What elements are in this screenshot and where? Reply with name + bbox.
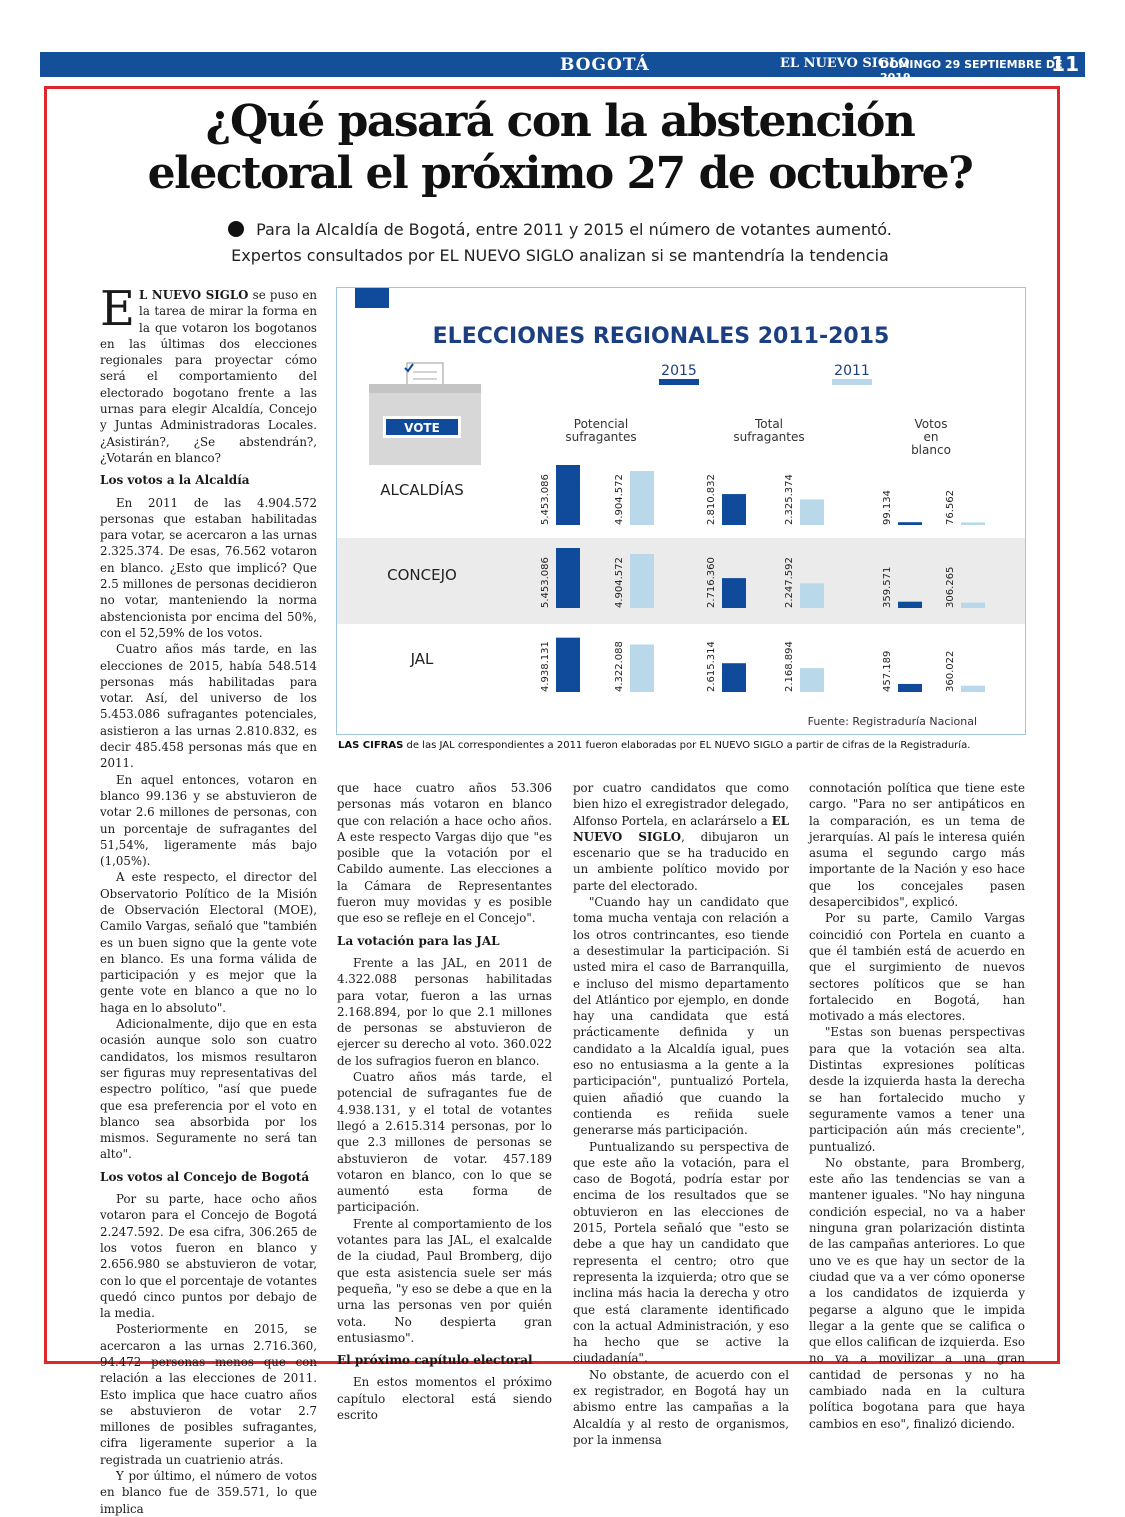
paragraph-text: , dibujaron un escenario que se ha traducido en un ambiente político movido por parte del electorado. — [573, 829, 790, 893]
chart-caption — [338, 740, 1038, 751]
paragraph: No obstante, de acuerdo con el ex registrador, en Bogotá hay un abismo entre las campañas a la Alcaldía y al resto de organismos, por la inmensa — [573, 1367, 789, 1447]
page-number: 11 — [1051, 52, 1079, 76]
bar-2011 — [800, 668, 824, 692]
bar-value-label: 4.904.572 — [614, 557, 625, 608]
bar-2011 — [630, 554, 654, 608]
bar-value-label: 2.716.360 — [706, 557, 717, 608]
bar-value-label: 4.904.572 — [614, 474, 625, 525]
group-header: Total — [754, 417, 784, 431]
group-header: blanco — [911, 443, 951, 457]
lead-paragraph — [100, 281, 318, 466]
paragraph-text: por cuatro candidatos que como bien hizo el exregistrador delegado, Alfonso Portela, en aclarárselo a — [573, 781, 789, 828]
bar-2011 — [800, 499, 824, 525]
legend-swatch-2011 — [832, 379, 872, 385]
bar-2011 — [961, 603, 985, 608]
headline — [60, 96, 1060, 200]
bar-value-label: 5.453.086 — [540, 474, 551, 525]
drop-cap: E — [100, 281, 136, 337]
bar-value-label: 99.134 — [882, 490, 893, 525]
paragraph: Posteriormente en 2015, se acercaron a las urnas 2.716.360, 94.472 personas menos que con relación a las elecciones de 2011. Esto implica que hace cuatro años se abstuvieron de votar 2.7 millones de posibles sufragantes, cifra ligeramente superior a la registrada un cuatrienio atrás. — [100, 1322, 317, 1467]
row-label: CONCEJO — [387, 566, 457, 584]
page-header-bar — [40, 52, 1085, 84]
bar-2015 — [722, 494, 746, 525]
paragraph: Y por último, el número de votos en blanco fue de 359.571, lo que implica — [100, 1469, 317, 1516]
paragraph: connotación política que tiene este cargo. "Para no ser antipáticos en la comparación, es un tema de jerarquías. Al país le interesa quién asuma el segundo cargo más importante de la Nación y eso hace que los concejales pasen desapercibidos", explicó. — [809, 781, 1025, 910]
paragraph: En aquel entonces, votaron en blanco 99.136 y se abstuvieron de votar 2.6 millones de personas, con un porcentaje de sufragantes del 51,54%, ligeramente más bajo (1,05%). — [100, 772, 317, 869]
bar-value-label: 76.562 — [945, 490, 956, 525]
bar-value-label: 306.265 — [945, 566, 956, 608]
bar-value-label: 457.189 — [882, 650, 893, 692]
paragraph: "Cuando hay un candidato que toma mucha ventaja con relación a los otros contrincantes, eso tiende a desestimular la participación. Si usted mira el caso de Barranquilla, e incluso del mismo departamento del Atlántico por ejemplo, en donde hay una candidata que está prácticamente definida y un candidato a la Alcaldía igual, pues eso no entusiasma a la gente a la participación", puntualizó Portela, quien añadió que cuando la contienda es reñida suele generarse más participación. — [573, 895, 789, 1138]
subhead-alcaldia: Los votos a la Alcaldía — [100, 473, 250, 488]
bar-value-label: 2.168.894 — [784, 641, 795, 692]
chart-source: Fuente: Registraduría Nacional — [807, 715, 977, 728]
group-header: sufragantes — [565, 430, 637, 444]
bar-2015 — [722, 663, 746, 692]
bar-value-label: 2.325.374 — [784, 474, 795, 525]
lead-newspaper-name: L NUEVO SIGLO — [139, 288, 249, 302]
row-label: ALCALDÍAS — [380, 481, 464, 499]
paragraph: En 2011 de las 4.904.572 personas que estaban habilitadas para votar, se acercaron a las urnas 2.325.374. De esas, 76.562 votaron en blanco. ¿Esto que implicó? Que 2.5 millones de personas decidieron no votar, manteniendo la norma abstencionista por encima del 50%, con el 52,59% de los votos. — [100, 495, 317, 640]
chart-title: ELECCIONES REGIONALES 2011-2015 — [432, 324, 890, 349]
bar-value-label: 359.571 — [882, 566, 893, 608]
paragraph: No obstante, para Bromberg, este año las tendencias se van a mantener iguales. "No hay ninguna condición especial, no va a haber ninguna gran polarización distinta de las campañas anteriores. Lo que uno ve es que hay un sector de la ciudad que va a ver cómo oponerse a los candidatos de izquierda y pegarse a alguno que le impida llegar a la gente que se califica o que ellos califican de izquierda. Eso no va a movilizar a una gran cantidad de personas y no ha cambiado nada en la cultura política bogotana para que haya cambios en eso", finalizó diciendo. — [809, 1155, 1025, 1431]
paragraph: Cuatro años más tarde, en las elecciones de 2015, había 548.514 personas más habilitadas para votar. Así, del universo de los 5.453.086 sufragantes potenciales, asistieron a las urnas 2.810.832, es decir 485.458 personas más que en 2011. — [100, 642, 317, 771]
caption-lead: LAS CIFRAS — [338, 740, 404, 751]
bar-value-label: 2.247.592 — [784, 557, 795, 608]
ballot-label: VOTE — [404, 421, 440, 435]
bar-2015 — [898, 602, 922, 608]
bar-2011 — [630, 471, 654, 525]
paragraph: Adicionalmente, dijo que en esta ocasión aunque solo son cuatro candidatos, los mismos resultaron ser figuras muy representativas del espectro político, "así que puede que esa preferencia por el voto en blanco sea absorbida por los mismos. Seguramente no será tan alto". — [100, 1017, 317, 1162]
group-header: sufragantes — [733, 430, 805, 444]
subhead-capitulo: El próximo capítulo electoral — [337, 1353, 533, 1368]
row-label: JAL — [410, 650, 434, 668]
subtitle-line-2: Expertos consultados por EL NUEVO SIGLO analizan si se mantendría la tendencia — [231, 246, 889, 265]
paragraph: Cuatro años más tarde, el potencial de sufragantes fue de 4.938.131, y el total de votantes llegó a 2.615.314 personas, por lo que 2.3 millones de personas se abstuvieron de votar. 457.189 votaron en blanco, con lo que se aumentó esta forma de participación. — [337, 1070, 552, 1215]
newspaper-name: EL NUEVO SIGLO — [780, 56, 910, 71]
paragraph: En estos momentos el próximo capítulo electoral está siendo escrito — [337, 1375, 552, 1422]
caption-text: de las JAL correspondientes a 2011 fueron elaboradas por EL NUEVO SIGLO a partir de cifras de la Registraduría. — [403, 740, 971, 751]
column-1 — [100, 281, 318, 1517]
column-4 — [809, 780, 1025, 1432]
bar-value-label: 5.453.086 — [540, 557, 551, 608]
group-header: Potencial — [573, 417, 629, 431]
paragraph: Por su parte, Camilo Vargas coincidió con Portela en cuanto a que él también está de acuerdo en que el surgimiento de nuevos sectores políticos que se han fortalecido en Bogotá, han motivado a más electores. — [809, 911, 1025, 1024]
issue-date: DOMINGO 29 SEPTIEMBRE DE 2019 — [880, 58, 1063, 84]
legend-label-2015: 2015 — [661, 363, 697, 379]
bar-2015 — [556, 548, 580, 608]
bar-2015 — [898, 684, 922, 692]
paragraph: Frente al comportamiento de los votantes para las JAL, el exalcalde de la ciudad, Paul Bromberg, dijo que esta asistencia suele ser más pequeña, "y eso se debe a que en la urna las personas ven por quién vota. No despierta gran entusiasmo". — [337, 1216, 552, 1345]
group-header: en — [923, 430, 939, 444]
ballot-box-icon — [369, 363, 481, 465]
bar-2015 — [722, 578, 746, 608]
subhead-jal: La votación para las JAL — [337, 933, 500, 948]
headline-line-1: ¿Qué pasará con la abstención — [205, 96, 915, 147]
legend-swatch-2015 — [659, 379, 699, 385]
paragraph: Frente a las JAL, en 2011 de 4.322.088 personas habilitadas para votar, fueron a las urnas 2.168.894, por lo que 2.1 millones de personas se abstuvieron de ejercer su derecho al voto. 360.022 de los sufragios fueron en blanco. — [337, 955, 552, 1068]
bar-2011 — [800, 583, 824, 608]
paragraph: que hace cuatro años 53.306 personas más votaron en blanco que con relación a hace ocho años. A este respecto Vargas dijo que "es posible que la votación por el Cabildo aumente. Las elecciones a la Cámara de Representantes fueron muy movidas y es posible que eso se refleje en el Concejo". — [337, 781, 552, 926]
headline-line-2: electoral el próximo 27 de octubre? — [147, 148, 973, 199]
infographic — [336, 287, 1026, 735]
legend-label-2011: 2011 — [834, 363, 870, 379]
subhead-concejo: Los votos al Concejo de Bogotá — [100, 1169, 310, 1184]
paragraph — [573, 780, 789, 894]
subtitle-line-1 — [60, 220, 1060, 239]
group-header: Votos — [914, 417, 948, 431]
bar-2015 — [556, 465, 580, 525]
legend — [659, 363, 872, 385]
bar-value-label: 2.810.832 — [706, 474, 717, 525]
bar-2011 — [630, 644, 654, 692]
paragraph: "Estas son buenas perspectivas para que la votación sea alta. Distintas expresiones políticas desde la izquierda hasta la derecha se han fortalecido mucho y seguramente vamos a tener una participación aún más creciente", puntualizó. — [809, 1025, 1025, 1154]
newspaper-name-inline: EL NUEVO SIGLO — [573, 813, 789, 844]
paragraph: A este respecto, el director del Observatorio Político de la Misión de Observación Electoral (MOE), Camilo Vargas, señaló que "también es un buen signo que la gente vote en blanco. Es una forma válida de participación y es mejor que la gente vote en blanco a que no lo haga en lo absoluto". — [100, 870, 317, 1015]
lead-text: se puso en la tarea de mirar la forma en la que votaron los bogotanos en las últimas dos elecciones regionales para proyectar cómo será el comportamiento del electorado bogotano frente a las urnas para elegir Alcaldía, Concejo y Juntas Administradoras Locales. ¿Asistirán?, ¿Se abstendrán?, ¿Votarán en blanco? — [100, 288, 318, 465]
column-2 — [337, 780, 552, 1423]
corner-accent — [355, 288, 389, 308]
bar-2011 — [961, 522, 985, 525]
bar-value-label: 4.938.131 — [540, 641, 551, 692]
paragraph: Puntualizando su perspectiva de que este año la votación, para el caso de Bogotá, podría estar por encima de los resultados que se obtuvieron en las elecciones de 2015, Portela señaló que "esto se debe a que hay un candidato que representa el centro; otro que representa la izquierda; otro que se inclina más hacia la derecha y otro que está claramente identificado con la actual Administración, y eso ha hecho que se active la ciudadanía". — [573, 1139, 789, 1366]
bar-2015 — [556, 638, 580, 692]
subtitle-text-1: Para la Alcaldía de Bogotá, entre 2011 y 2015 el número de votantes aumentó. — [256, 220, 892, 239]
bar-value-label: 360.022 — [945, 650, 956, 692]
bar-value-label: 4.322.088 — [614, 641, 625, 692]
column-3 — [573, 780, 789, 1448]
bullet-icon — [228, 221, 244, 237]
paragraph: Por su parte, hace ocho años votaron para el Concejo de Bogotá 2.247.592. De esa cifra, 306.265 de los votos fueron en blanco y 2.656.980 se abstuvieron de votar, con lo que el porcentaje de votantes quedó cinco puntos por debajo de la media. — [100, 1192, 317, 1321]
bar-2011 — [961, 686, 985, 692]
bar-2015 — [898, 522, 922, 525]
section-name: BOGOTÁ — [560, 55, 650, 75]
bar-value-label: 2.615.314 — [706, 641, 717, 692]
elections-chart — [337, 288, 1025, 734]
